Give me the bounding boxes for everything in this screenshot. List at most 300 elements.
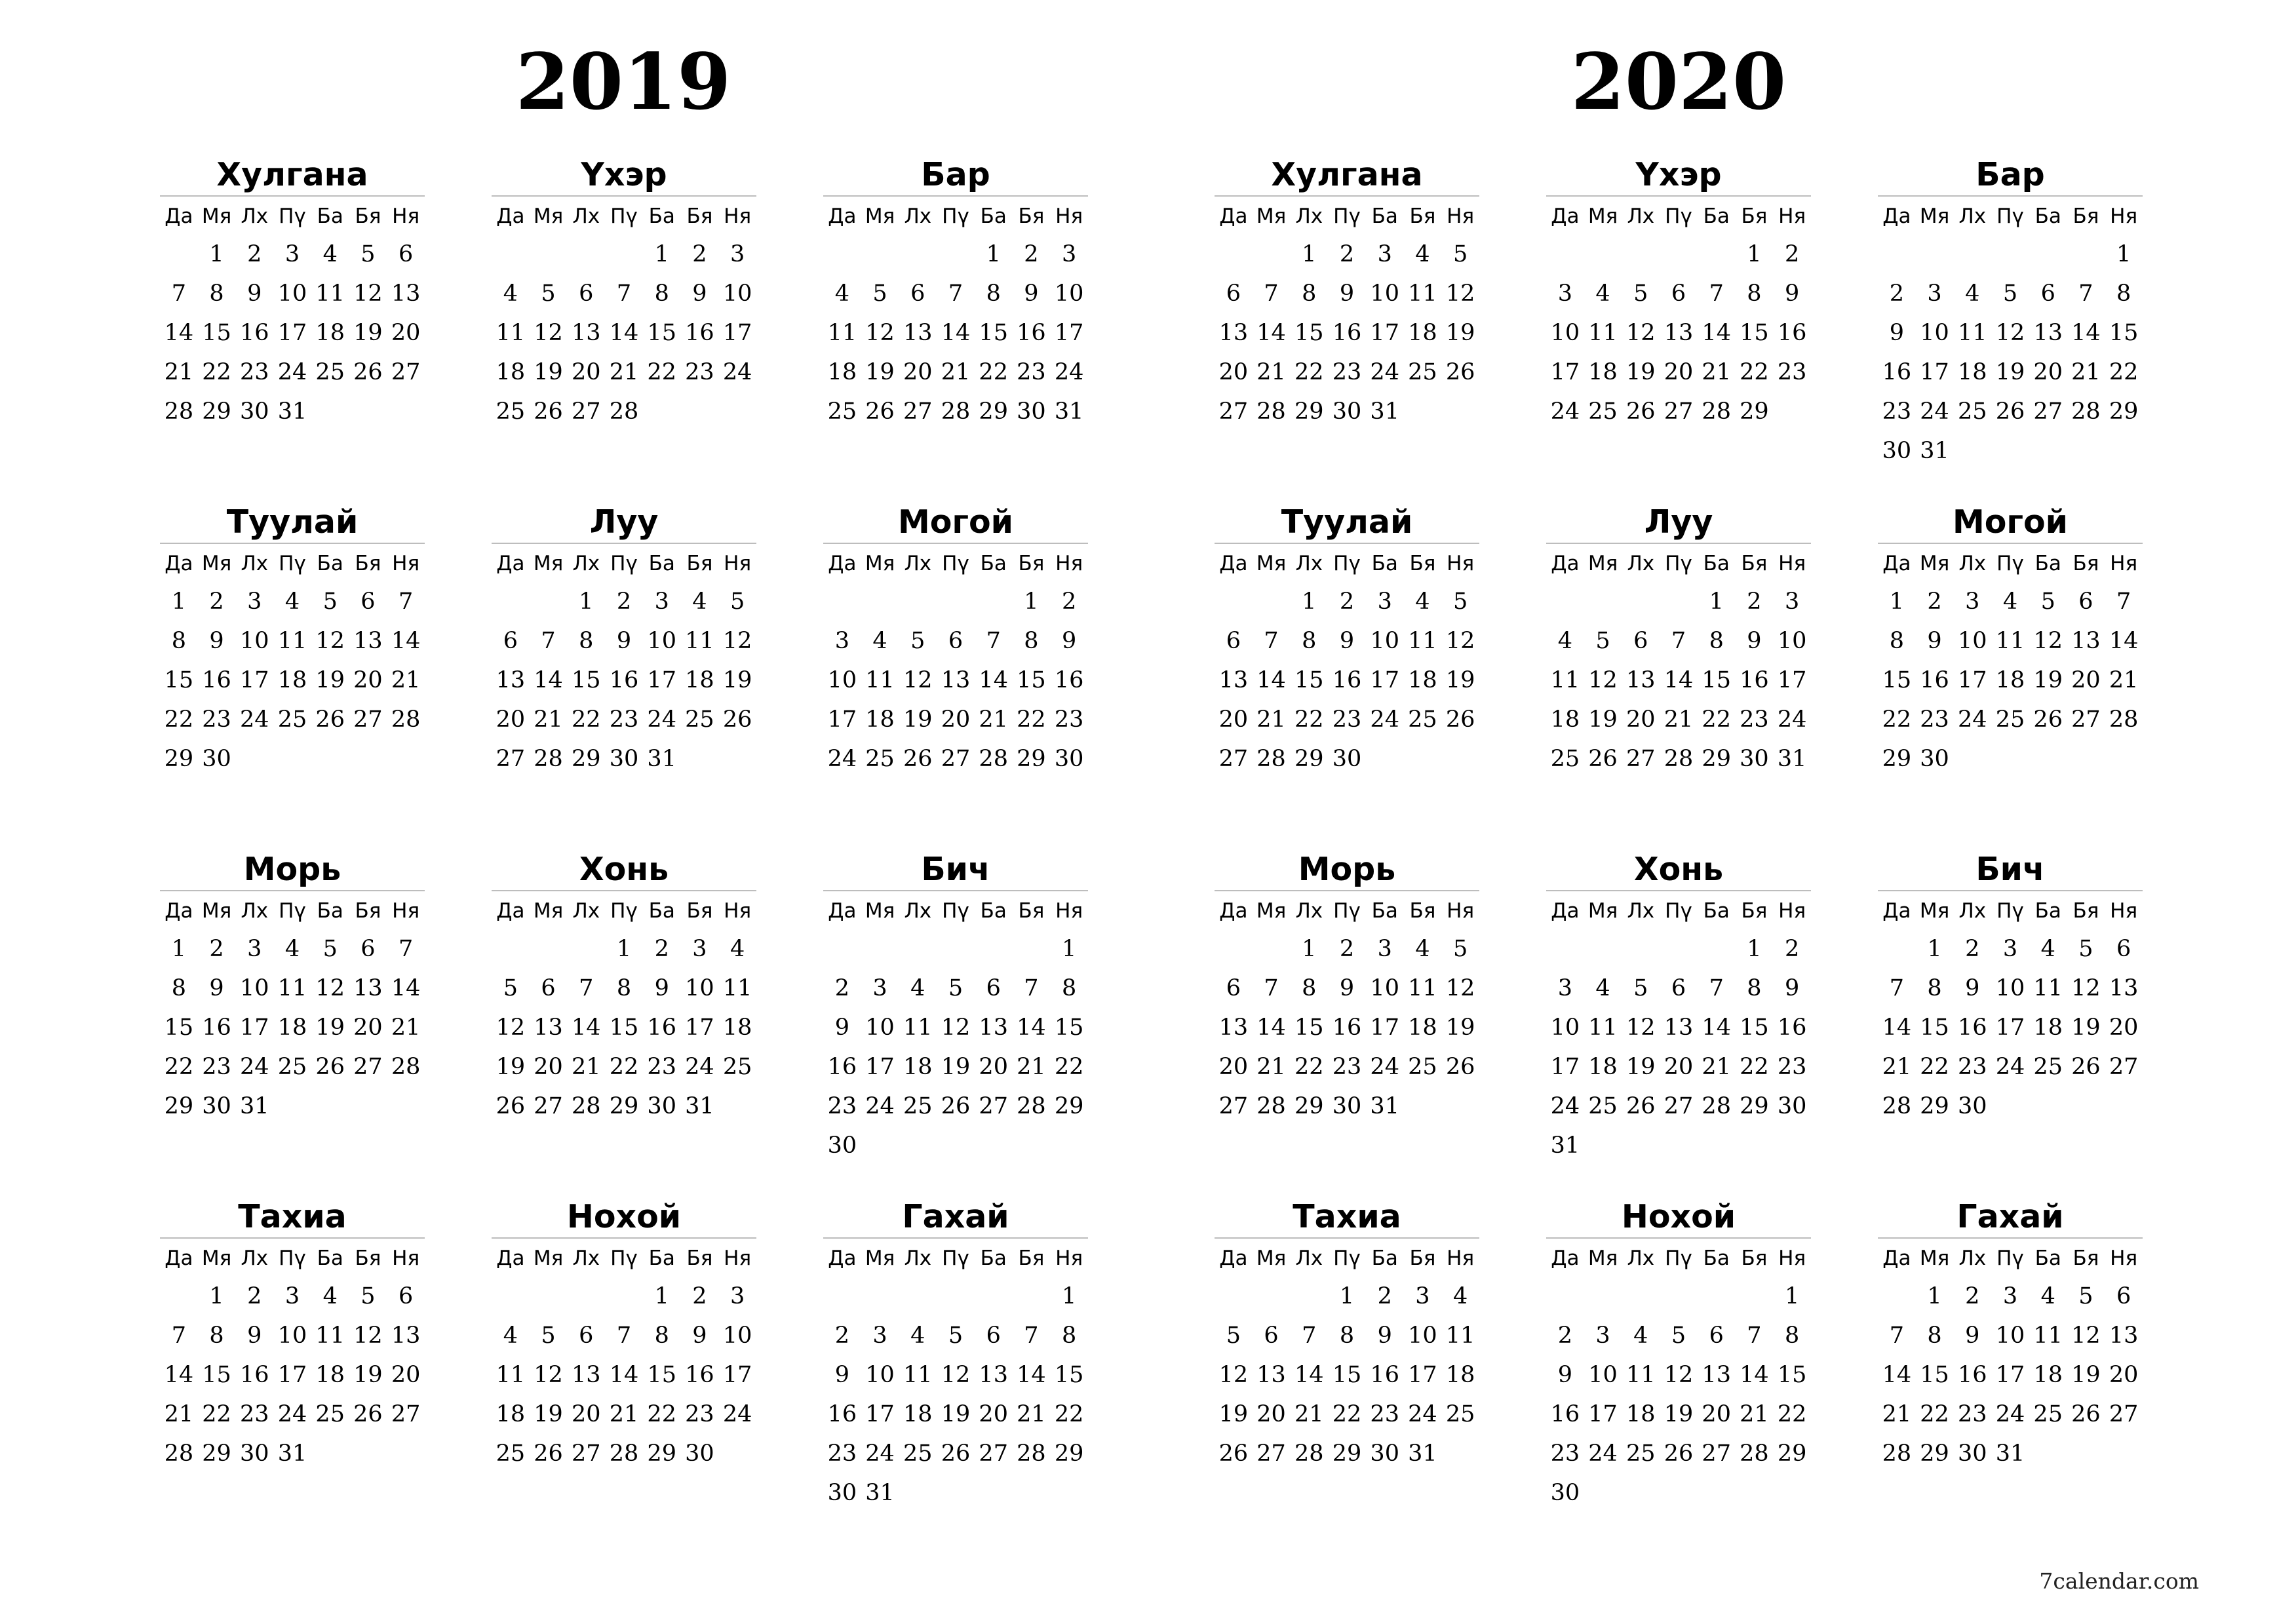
day-cell: 10	[1370, 628, 1399, 654]
month-block	[823, 1197, 1088, 1513]
day-cell: 15	[979, 320, 1008, 346]
day-cell: 13	[353, 975, 383, 1001]
day-cell: 15	[1294, 667, 1324, 693]
weekday-label: Мя	[533, 1247, 564, 1270]
day-cell: 16	[685, 1362, 714, 1388]
day-cell: 10	[1920, 320, 1949, 346]
day-cell: 16	[1920, 667, 1949, 693]
weekday-label: Мя	[201, 204, 232, 228]
empty-cell	[1878, 1277, 1916, 1316]
weekday-label: Пү	[942, 552, 969, 575]
day-cell: 14	[572, 1015, 601, 1041]
day-cell: 12	[496, 1015, 526, 1041]
week-row	[492, 969, 756, 1008]
day-cell: 28	[979, 746, 1008, 772]
weekday-label: Мя	[1256, 552, 1287, 575]
day-cell: 21	[1017, 1054, 1046, 1080]
empty-cell	[1253, 235, 1291, 274]
day-cell: 8	[209, 280, 224, 307]
day-cell: 30	[1882, 438, 1912, 464]
day-cell: 16	[827, 1054, 857, 1080]
day-cell: 31	[1408, 1440, 1437, 1467]
month-block	[823, 849, 1088, 1165]
day-cell: 11	[903, 1362, 933, 1388]
day-cell: 12	[903, 667, 933, 693]
empty-cell	[1916, 235, 1954, 274]
weekday-label: Мя	[533, 552, 564, 575]
day-cell: 12	[353, 280, 383, 307]
week-row	[492, 235, 756, 274]
day-cell: 30	[202, 1093, 231, 1119]
day-cell: 15	[647, 1362, 676, 1388]
weekday-label: Ба	[1703, 1247, 1730, 1270]
empty-cell	[937, 929, 975, 969]
day-cell: 3	[1377, 241, 1392, 267]
empty-cell	[1878, 929, 1916, 969]
weekday-label: Бя	[1018, 204, 1045, 228]
day-cell: 24	[1550, 1093, 1580, 1119]
empty-cell	[1622, 929, 1660, 969]
day-cell: 6	[1633, 628, 1648, 654]
weekday-label: Мя	[1587, 204, 1618, 228]
day-cell: 5	[503, 975, 518, 1001]
weekday-label: Мя	[865, 899, 895, 923]
day-cell: 4	[1415, 241, 1430, 267]
day-cell: 29	[572, 746, 601, 772]
empty-cell	[160, 235, 198, 274]
day-cell: 5	[541, 280, 556, 307]
day-cell: 25	[1588, 398, 1618, 425]
weekday-label: Лх	[241, 552, 269, 575]
week-row	[823, 1434, 1088, 1473]
day-cell: 28	[164, 1440, 194, 1467]
day-cell: 6	[1226, 628, 1241, 654]
day-cell: 2	[692, 241, 707, 267]
empty-cell	[937, 1277, 975, 1316]
day-cell: 27	[979, 1440, 1008, 1467]
day-cell: 26	[2033, 706, 2063, 733]
weekday-header	[1546, 1240, 1811, 1277]
day-cell: 13	[979, 1362, 1008, 1388]
day-cell: 23	[1054, 706, 1084, 733]
weekday-label: Ня	[1055, 899, 1083, 923]
day-cell: 2	[1339, 241, 1355, 267]
week-row	[160, 235, 425, 274]
weekday-label: Да	[1551, 899, 1580, 923]
week-row	[160, 1008, 425, 1047]
day-cell: 6	[986, 975, 1001, 1001]
day-cell: 2	[209, 589, 224, 615]
weekday-label: Лх	[904, 899, 932, 923]
day-cell: 20	[903, 359, 933, 385]
day-cell: 13	[2033, 320, 2063, 346]
empty-cell	[1622, 582, 1660, 621]
day-cell: 11	[2033, 1323, 2063, 1349]
weekday-label: Да	[1219, 204, 1248, 228]
day-cell: 14	[391, 628, 421, 654]
day-cell: 5	[872, 280, 887, 307]
day-cell: 15	[164, 1015, 194, 1041]
empty-cell	[530, 1277, 568, 1316]
day-cell: 10	[865, 1015, 895, 1041]
day-cell: 9	[1785, 280, 1800, 307]
day-cell: 20	[1218, 1054, 1249, 1080]
day-cell: 16	[685, 320, 714, 346]
day-cell: 1	[209, 1283, 224, 1309]
day-cell: 31	[1370, 1093, 1399, 1119]
day-cell: 23	[685, 359, 714, 385]
day-cell: 13	[534, 1015, 563, 1041]
day-cell: 30	[827, 1132, 857, 1159]
month-name: Морь	[1215, 849, 1479, 891]
week-row	[492, 1395, 756, 1434]
day-cell: 29	[647, 1440, 676, 1467]
day-cell: 25	[496, 1440, 526, 1467]
weekday-label: Да	[165, 204, 193, 228]
day-cell: 30	[1777, 1093, 1807, 1119]
month-block	[1546, 849, 1811, 1165]
day-cell: 18	[315, 320, 345, 346]
week-row	[823, 969, 1088, 1008]
day-cell: 1	[1302, 936, 1317, 962]
day-cell: 23	[1550, 1440, 1580, 1467]
day-cell: 17	[865, 1054, 895, 1080]
weekday-label: Да	[496, 552, 525, 575]
day-cell: 20	[572, 359, 601, 385]
weekday-label: Ба	[980, 204, 1007, 228]
day-cell: 14	[1256, 667, 1286, 693]
day-cell: 20	[496, 706, 526, 733]
weekday-label: Ня	[724, 899, 752, 923]
day-cell: 16	[240, 320, 269, 346]
day-cell: 17	[1550, 1054, 1580, 1080]
day-cell: 30	[1550, 1480, 1580, 1506]
week-row	[1546, 274, 1811, 313]
weekday-header	[1878, 893, 2143, 929]
weekday-label: Бя	[2072, 552, 2099, 575]
day-cell: 1	[171, 589, 186, 615]
week-row	[1215, 700, 1479, 739]
day-cell: 6	[1264, 1323, 1279, 1349]
day-cell: 28	[164, 398, 194, 425]
day-cell: 17	[1995, 1015, 2025, 1041]
day-cell: 10	[722, 280, 752, 307]
day-cell: 7	[2116, 589, 2131, 615]
weekday-label: Да	[165, 552, 193, 575]
day-cell: 18	[685, 667, 714, 693]
day-cell: 11	[315, 1323, 345, 1349]
day-cell: 18	[315, 1362, 345, 1388]
day-cell: 4	[872, 628, 887, 654]
day-cell: 8	[2116, 280, 2131, 307]
day-cell: 27	[391, 1401, 421, 1427]
day-cell: 6	[986, 1323, 1001, 1349]
day-cell: 13	[1626, 667, 1656, 693]
weekday-label: Да	[1882, 899, 1911, 923]
day-cell: 1	[579, 589, 594, 615]
day-cell: 26	[2071, 1401, 2101, 1427]
day-cell: 6	[399, 1283, 414, 1309]
weekday-label: Ба	[2034, 204, 2061, 228]
weekday-header	[1878, 198, 2143, 235]
day-cell: 9	[1339, 975, 1355, 1001]
day-cell: 31	[1550, 1132, 1580, 1159]
month-name: Туулай	[160, 502, 425, 544]
weekday-header	[1215, 1240, 1479, 1277]
empty-cell	[899, 929, 937, 969]
month-name: Нохой	[1546, 1197, 1811, 1239]
day-cell: 30	[202, 746, 231, 772]
day-cell: 8	[1062, 975, 1077, 1001]
day-cell: 7	[1264, 628, 1279, 654]
week-row	[823, 661, 1088, 700]
day-cell: 19	[315, 667, 345, 693]
day-cell: 16	[1777, 1015, 1807, 1041]
weekday-label: Лх	[1627, 1247, 1655, 1270]
weekday-header	[492, 893, 756, 929]
day-cell: 14	[979, 667, 1008, 693]
day-cell: 20	[2033, 359, 2063, 385]
day-cell: 24	[240, 706, 269, 733]
week-row	[492, 274, 756, 313]
weekday-label: Бя	[1409, 899, 1436, 923]
day-cell: 16	[1550, 1401, 1580, 1427]
day-cell: 9	[1339, 628, 1355, 654]
day-cell: 7	[1709, 975, 1724, 1001]
day-cell: 28	[391, 1054, 421, 1080]
weekday-label: Пү	[279, 552, 306, 575]
weekday-label: Пү	[942, 899, 969, 923]
month-name: Могой	[823, 502, 1088, 544]
day-cell: 23	[1332, 1054, 1362, 1080]
month-name: Гахай	[1878, 1197, 2143, 1239]
day-cell: 1	[1709, 589, 1724, 615]
day-cell: 5	[322, 589, 338, 615]
day-cell: 19	[903, 706, 933, 733]
weekday-label: Пү	[1996, 899, 2024, 923]
day-cell: 26	[496, 1093, 526, 1119]
day-cell: 29	[1017, 746, 1046, 772]
week-row	[1878, 1355, 2143, 1395]
day-cell: 10	[1370, 280, 1399, 307]
day-cell: 22	[979, 359, 1008, 385]
day-cell: 9	[692, 280, 707, 307]
day-cell: 11	[277, 975, 307, 1001]
weekday-header	[492, 1240, 756, 1277]
year-title-2019: 2019	[515, 36, 731, 127]
week-row	[1215, 582, 1479, 621]
weekday-label: Пү	[279, 1247, 306, 1270]
empty-cell	[1253, 929, 1291, 969]
day-cell: 5	[1633, 280, 1648, 307]
weekday-label: Да	[496, 204, 525, 228]
day-cell: 31	[865, 1480, 895, 1506]
day-cell: 17	[1408, 1362, 1437, 1388]
day-cell: 17	[277, 320, 307, 346]
week-row	[160, 392, 425, 431]
weekday-label: Ня	[1778, 552, 1806, 575]
week-row	[823, 313, 1088, 353]
day-cell: 27	[353, 706, 383, 733]
weekday-label: Пү	[1665, 552, 1692, 575]
day-cell: 6	[1671, 975, 1686, 1001]
weekday-label: Ба	[648, 1247, 675, 1270]
day-cell: 9	[1927, 628, 1942, 654]
day-cell: 19	[1626, 1054, 1656, 1080]
day-cell: 22	[1294, 359, 1324, 385]
day-cell: 28	[2109, 706, 2139, 733]
day-cell: 9	[1747, 628, 1762, 654]
day-cell: 2	[692, 1283, 707, 1309]
week-row	[1215, 353, 1479, 392]
day-cell: 26	[534, 1440, 563, 1467]
day-cell: 10	[1370, 975, 1399, 1001]
empty-cell	[1290, 1277, 1328, 1316]
day-cell: 4	[322, 241, 338, 267]
day-cell: 15	[1882, 667, 1912, 693]
empty-cell	[1698, 929, 1736, 969]
day-cell: 22	[647, 359, 676, 385]
day-cell: 20	[353, 1015, 383, 1041]
empty-cell	[1698, 235, 1736, 274]
day-cell: 13	[1664, 1015, 1694, 1041]
day-cell: 28	[1017, 1440, 1046, 1467]
weekday-label: Пү	[610, 899, 638, 923]
weekday-label: Ня	[392, 204, 420, 228]
day-cell: 15	[1777, 1362, 1807, 1388]
day-cell: 6	[2116, 1283, 2131, 1309]
week-row	[1215, 739, 1479, 779]
day-cell: 4	[730, 936, 745, 962]
day-cell: 18	[1408, 667, 1437, 693]
week-row	[1878, 1277, 2143, 1316]
day-cell: 30	[1017, 398, 1046, 425]
day-cell: 9	[1024, 280, 1039, 307]
weekday-label: Мя	[201, 899, 232, 923]
day-cell: 12	[865, 320, 895, 346]
week-row	[160, 969, 425, 1008]
weekday-header	[1878, 1240, 2143, 1277]
day-cell: 2	[247, 1283, 262, 1309]
day-cell: 13	[572, 1362, 601, 1388]
empty-cell	[1584, 1277, 1622, 1316]
weekday-label: Бя	[1018, 552, 1045, 575]
week-row	[160, 353, 425, 392]
week-row	[1215, 1316, 1479, 1355]
day-cell: 27	[1218, 398, 1249, 425]
weekday-label: Лх	[572, 1247, 600, 1270]
weekday-header	[1546, 198, 1811, 235]
day-cell: 6	[579, 280, 594, 307]
day-cell: 14	[534, 667, 563, 693]
day-cell: 20	[1664, 359, 1694, 385]
day-cell: 9	[1339, 280, 1355, 307]
day-cell: 17	[240, 1015, 269, 1041]
day-cell: 23	[827, 1093, 857, 1119]
week-row	[1215, 621, 1479, 661]
empty-cell	[937, 582, 975, 621]
day-cell: 18	[1958, 359, 1987, 385]
week-row	[823, 1395, 1088, 1434]
day-cell: 25	[827, 398, 857, 425]
day-cell: 17	[1370, 667, 1399, 693]
day-cell: 15	[202, 1362, 231, 1388]
week-row	[1215, 929, 1479, 969]
weekday-header	[1215, 198, 1479, 235]
day-cell: 28	[1256, 398, 1286, 425]
empty-cell	[1546, 582, 1584, 621]
day-cell: 18	[722, 1015, 752, 1041]
week-row	[1546, 1126, 1811, 1165]
month-block	[492, 1197, 756, 1473]
day-cell: 17	[1370, 1015, 1399, 1041]
weekday-label: Ня	[2110, 552, 2138, 575]
day-cell: 25	[315, 359, 345, 385]
day-cell: 14	[941, 320, 971, 346]
week-row	[160, 621, 425, 661]
day-cell: 21	[391, 1015, 421, 1041]
day-cell: 20	[1702, 1401, 1731, 1427]
weekday-label: Лх	[572, 899, 600, 923]
day-cell: 12	[1218, 1362, 1249, 1388]
weekday-label: Пү	[610, 552, 638, 575]
day-cell: 3	[1965, 589, 1980, 615]
day-cell: 28	[1256, 746, 1286, 772]
weekday-label: Пү	[1665, 1247, 1692, 1270]
empty-cell	[823, 582, 861, 621]
weekday-label: Бя	[355, 899, 381, 923]
day-cell: 1	[616, 936, 632, 962]
day-cell: 12	[353, 1323, 383, 1349]
day-cell: 30	[1332, 746, 1362, 772]
day-cell: 7	[579, 975, 594, 1001]
day-cell: 7	[399, 589, 414, 615]
day-cell: 31	[685, 1093, 714, 1119]
month-block	[1215, 1197, 1479, 1473]
day-cell: 8	[1024, 628, 1039, 654]
empty-cell	[2029, 235, 2067, 274]
week-row	[1878, 969, 2143, 1008]
day-cell: 19	[1445, 1015, 1475, 1041]
day-cell: 22	[1777, 1401, 1807, 1427]
empty-cell	[1991, 235, 2029, 274]
week-row	[823, 1087, 1088, 1126]
day-cell: 30	[1920, 746, 1949, 772]
day-cell: 8	[1709, 628, 1724, 654]
day-cell: 3	[692, 936, 707, 962]
day-cell: 31	[1054, 398, 1084, 425]
weekday-label: Ня	[1778, 899, 1806, 923]
day-cell: 1	[1747, 241, 1762, 267]
empty-cell	[1215, 1277, 1253, 1316]
day-cell: 5	[948, 975, 963, 1001]
day-cell: 20	[534, 1054, 563, 1080]
weekday-label: Бя	[686, 899, 713, 923]
weekday-label: Мя	[201, 1247, 232, 1270]
day-cell: 4	[1595, 975, 1610, 1001]
empty-cell	[1215, 929, 1253, 969]
week-row	[1215, 1047, 1479, 1087]
week-row	[1546, 739, 1811, 779]
week-row	[823, 1316, 1088, 1355]
day-cell: 11	[827, 320, 857, 346]
day-cell: 15	[609, 1015, 639, 1041]
day-cell: 3	[730, 1283, 745, 1309]
day-cell: 17	[1588, 1401, 1618, 1427]
day-cell: 7	[616, 280, 632, 307]
weekday-label: Мя	[201, 552, 232, 575]
day-cell: 29	[1740, 1093, 1769, 1119]
